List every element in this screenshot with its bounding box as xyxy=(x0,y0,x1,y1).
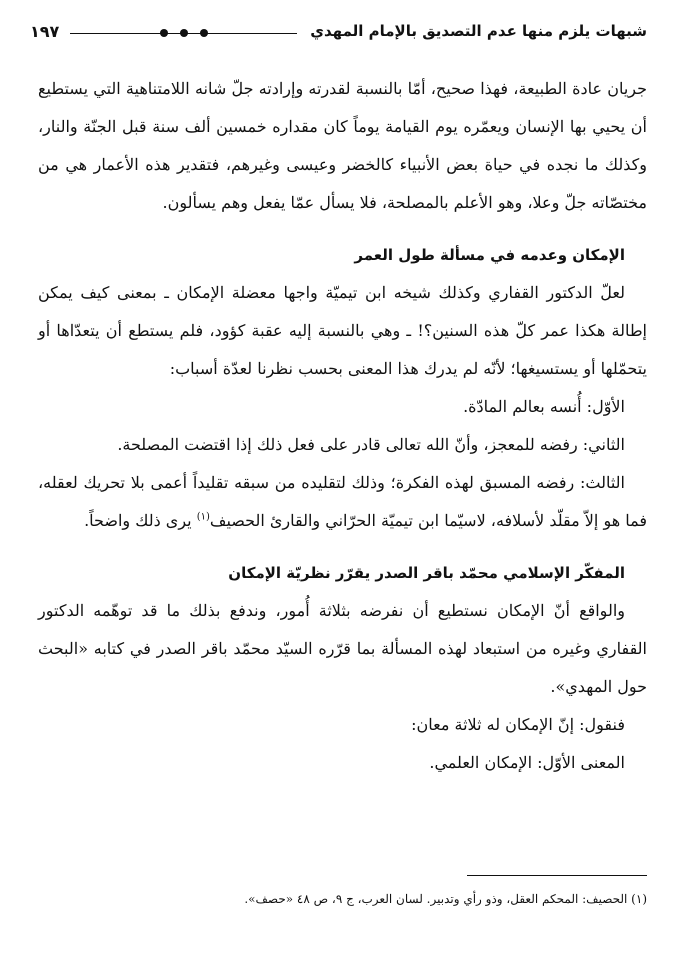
paragraph: المعنى الأوّل: الإمكان العلمي. xyxy=(429,753,625,772)
paragraph: لعلّ الدكتور القفاري وكذلك شيخه ابن تيميّة واجها معضلة الإمكان ـ بمعنى كيف يمكن إطالة هكذا عمر كلّ هذه السنين؟! ـ وهي بالنسبة إليه عقبة كؤود، فلم يستطع أن يتعدّاها أو يتحمّلها أو يستسيغها؛ لأنّه لم يدرك هذا المعنى بحسب نظرنا لعدّة أسباب: xyxy=(38,283,647,378)
reason-text: يرى ذلك واضحاً. xyxy=(84,511,197,530)
footnote: (١) الحصيف: المحكم العقل، وذو رأي وتدبير. لسان العرب، ج ٩، ص ٤٨ «حصف». xyxy=(244,892,647,906)
paragraph: جريان عادة الطبيعة، فهذا صحيح، أمّا بالنسبة لقدرته وإرادته جلّ شانه اللامتناهية التي يستطيع أن يحيي بها الإنسان ويعمّره يوم القيامة يوماً كان مقداره خمسين ألف سنة قبل الجنّة والنار، وكذلك ما نجده في حياة بعض الأنبياء كالخضر وعيسى وغيرهم، فتقدير هذه الأعمار هي من مختصّاته جلّ وعلا، وهو الأعلم بالمصلحة، فلا يسأل عمّا يفعل وهم يسألون. xyxy=(38,79,647,212)
paragraph: فنقول: إنّ الإمكان له ثلاثة معان: xyxy=(411,715,625,734)
reason-item: الأوّل: أُنسه بعالم المادّة. xyxy=(463,397,625,416)
ornament-dot-icon xyxy=(160,29,168,37)
paragraph: والواقع أنّ الإمكان نستطيع أن نفرضه بثلاثة أُمور، وندفع بذلك ما قد توهّمه الدكتور القفاري وغيره من استبعاد لهذه المسألة بما قرّره السيّد محمّد باقر الصدر في كتابه «البحث حول المهدي». xyxy=(38,601,647,696)
header-title: شبهات يلزم منها عدم التصديق بالإمام المهدي xyxy=(310,22,647,40)
page-number: ١٩٧ xyxy=(30,22,60,41)
ornament-dot-icon xyxy=(200,29,208,37)
ornament-dot-icon xyxy=(180,29,188,37)
reason-item: الثاني: رفضه للمعجز، وأنّ الله تعالى قادر على فعل ذلك إذا اقتضت المصلحة. xyxy=(117,435,625,454)
section-heading: المفكّر الإسلامي محمّد باقر الصدر يقرّر نظريّة الإمكان xyxy=(228,564,625,582)
reason-text: الثالث: رفضه المسبق لهذه الفكرة؛ وذلك لتقليده من سبقه تقليداً أعمى بلا تحريك لعقله، فما هو إلاّ مقلّد لأسلافه، لاسيّما ابن تيميّة الحرّاني والقارئ الحصيف xyxy=(38,473,647,530)
body-text xyxy=(38,70,647,782)
section-heading: الإمكان وعدمه في مسألة طول العمر xyxy=(354,246,625,264)
footnote-rule xyxy=(467,875,647,876)
reason-item xyxy=(38,464,647,540)
running-header xyxy=(30,20,647,46)
footnote-marker[interactable]: (١) xyxy=(196,511,210,523)
